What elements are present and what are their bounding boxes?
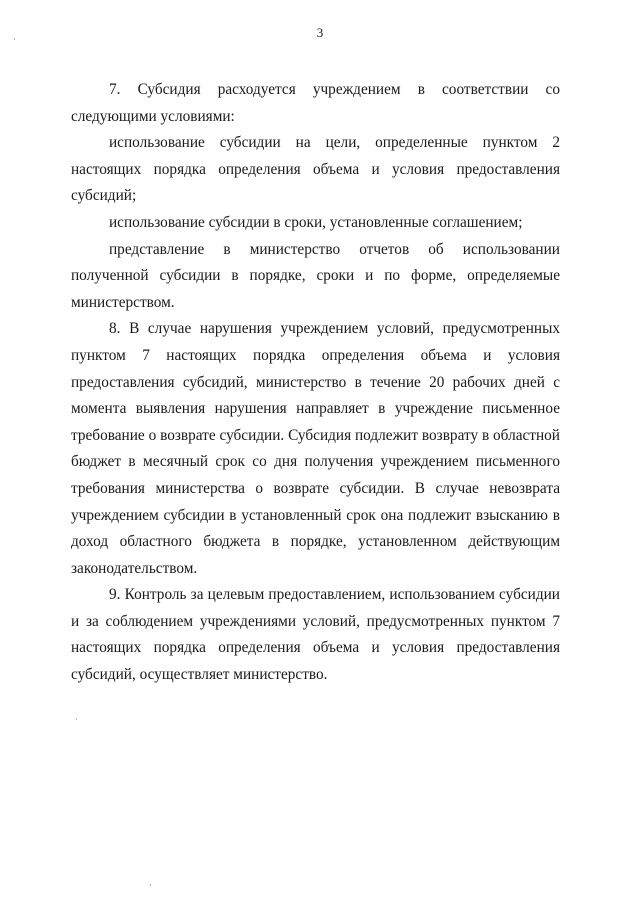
scan-speck: [14, 38, 15, 40]
paragraph-7-condition-2: использование субсидии в сроки, установленные соглашением;: [109, 213, 523, 231]
paragraph-9: 9. Контроль за целевым предоставлением, использованием субсидии и за соблюдением учреждениями условий, предусмотренных пунктом 7 настоящих порядка определения объема и условия предоставления субсидий, осуществляет министерство.: [71, 586, 560, 684]
paragraph-7: 7. Субсидия расходуется учреждением в соответствии со следующими условиями:: [71, 81, 560, 125]
scan-speck: [76, 718, 77, 720]
page-number: 3: [316, 25, 324, 40]
scan-speck: [150, 884, 151, 886]
paragraph-7-condition-1: использование субсидии на цели, определенные пунктом 2 настоящих порядка определения объема и условия предоставления субсидий;: [71, 134, 560, 205]
paragraph-7-condition-3: представление в министерство отчетов об использовании полученной субсидии в порядке, сроки и по форме, определяемые министерством.: [71, 240, 560, 311]
document-body: [71, 77, 560, 689]
paragraph-8: 8. В случае нарушения учреждением условий, предусмотренных пунктом 7 настоящих порядка определения объема и условия предоставления субсидий, министерство в течение 20 рабочих дней с момента выявления нарушения направляет в учреждение письменное требование о возврате субсидии. Субсидия подлежит возврату в областной бюджет в месячный срок со дня получения учреждением письменного требования министерства о возврате субсидии. В случае невозврата учреждением субсидии в установленный срок она подлежит взысканию в доход областного бюджета в порядке, установленном действующим законодательством.: [71, 320, 560, 577]
